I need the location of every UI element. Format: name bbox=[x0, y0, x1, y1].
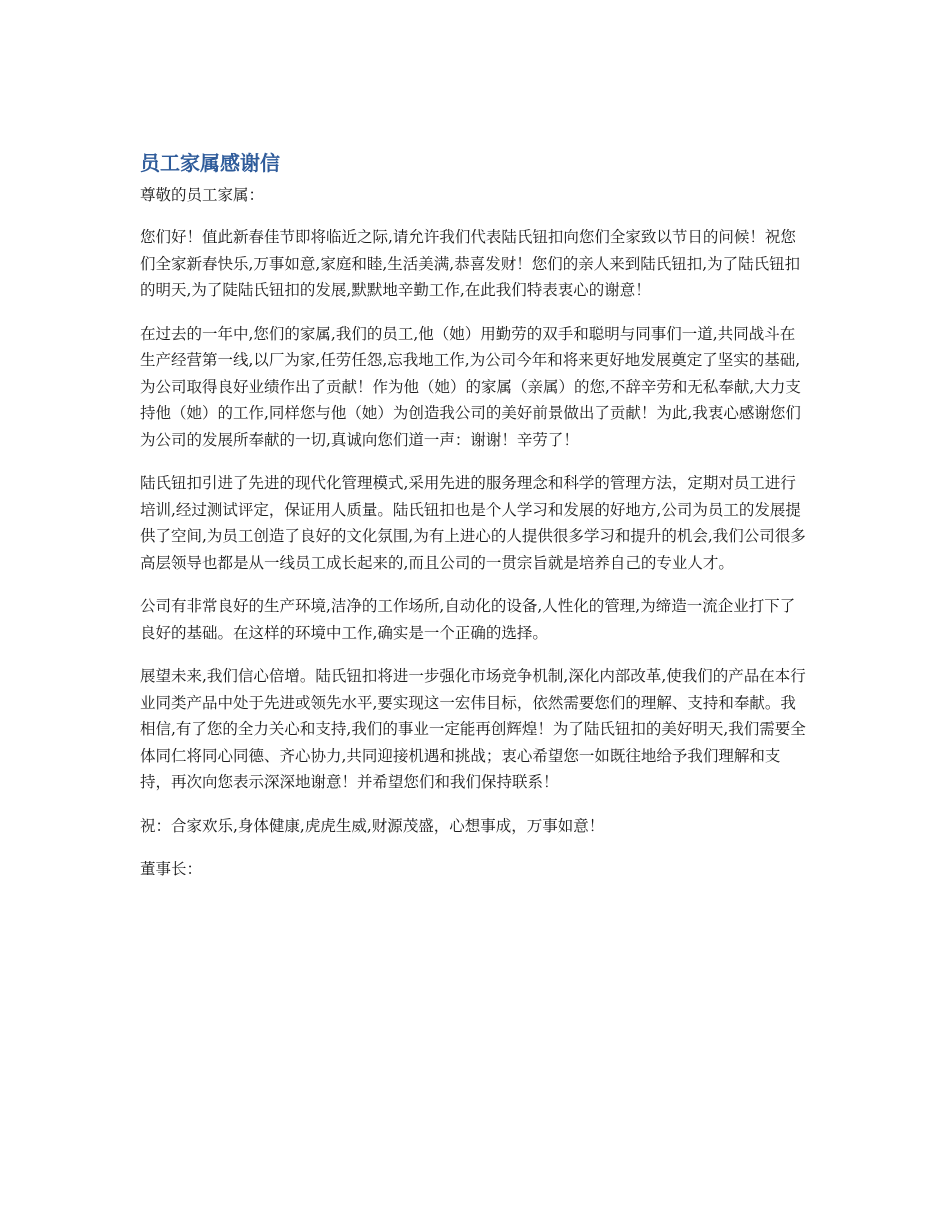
letter-paragraph-5: 展望未来,我们信心倍增。陆氏钮扣将进一步强化市场竞争机制,深化内部改革,使我们的产品在本行业同类产品中处于先进或领先水平,要实现这一宏伟目标，依然需要您们的理解、支持和奉献。我相信,有了您的全力关心和支持,我们的事业一定能再创辉煌！为了陆氏钮扣的美好明天,我们需要全体同仁将同心同德、齐心协力,共同迎接机遇和挑战；衷心希望您一如既往地给予我们理解和支持，再次向您表示深深地谢意！并希望您们和我们保持联系！ bbox=[140, 667, 806, 791]
letter-paragraph-2: 在过去的一年中,您们的家属,我们的员工,他（她）用勤劳的双手和聪明与同事们一道,共同战斗在生产经营第一线,以厂为家,任劳任怨,忘我地工作,为公司今年和将来更好地发展奠定了坚实的基础,为公司取得良好业绩作出了贡献！作为他（她）的家属（亲属）的您,不辞辛劳和无私奉献,大力支持他（她）的工作,同样您与他（她）为创造我公司的美好前景做出了贡献！为此,我衷心感谢您们为公司的发展所奉献的一切,真诚向您们道一声：谢谢！辛劳了！ bbox=[140, 324, 801, 449]
letter-paragraph-3: 陆氏钮扣引进了先进的现代化管理模式,采用先进的服务理念和科学的管理方法，定期对员工进行培训,经过测试评定，保证用人质量。陆氏钮扣也是个人学习和发展的好地方,公司为员工的发展提供了空间,为员工创造了良好的文化氛围,为有上进心的人提供很多学习和提升的机会,我们公司很多高层领导也都是从一线员工成长起来的,而且公司的一贯宗旨就是培养自己的专业人才。 bbox=[140, 474, 806, 572]
letter-closing: 祝：合家欢乐,身体健康,虎虎生威,财源茂盛，心想事成，万事如意！ bbox=[140, 816, 605, 835]
letter-title: 员工家属感谢信 bbox=[140, 151, 280, 175]
letter-paragraph-4: 公司有非常良好的生产环境,洁净的工作场所,自动化的设备,人性化的管理,为缔造一流企业打下了良好的基础。在这样的环境中工作,确实是一个正确的选择。 bbox=[140, 597, 796, 642]
letter-signature: 董事长： bbox=[140, 859, 203, 878]
letter-paragraph-1: 您们好！值此新春佳节即将临近之际,请允许我们代表陆氏钮扣向您们全家致以节日的问候！祝您们全家新春快乐,万事如意,家庭和睦,生活美满,恭喜发财！您们的亲人来到陆氏钮扣,为了陆氏钮扣的明天,为了陡陆氏钮扣的发展,默默地辛勤工作,在此我们特表衷心的谢意！ bbox=[140, 228, 801, 299]
letter-page bbox=[140, 148, 810, 882]
letter-salutation: 尊敬的员工家属： bbox=[140, 186, 265, 204]
